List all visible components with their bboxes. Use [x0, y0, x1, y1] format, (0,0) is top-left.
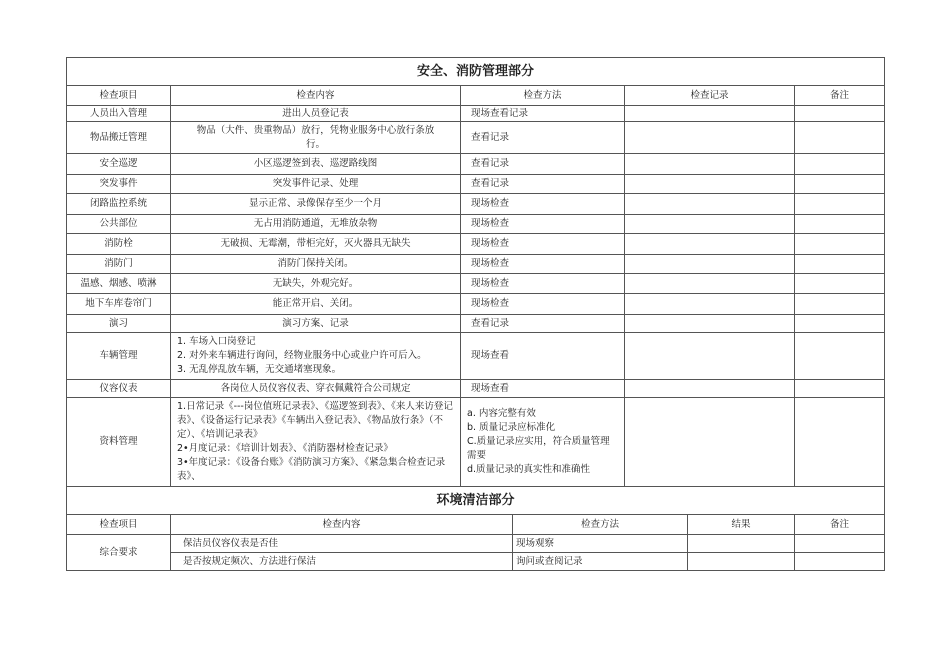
section-title-safety: 安全、消防管理部分 — [67, 58, 885, 86]
row-record — [625, 333, 795, 380]
row-content: 小区巡逻签到表、巡逻路线图 — [171, 154, 461, 175]
table-row — [67, 122, 885, 154]
row-content: 各岗位人员仪容仪表、穿衣佩戴符合公司规定 — [171, 380, 461, 398]
row-method: 询问或查阅记录 — [513, 553, 688, 571]
row-content: 是否按规定频次、方法进行保洁 — [171, 553, 513, 571]
table-row — [67, 553, 885, 571]
col-header-record: 检查记录 — [625, 86, 795, 106]
row-method: 现场检查 — [461, 294, 625, 315]
table-row — [67, 234, 885, 255]
safety-fire-table — [66, 57, 885, 487]
row-record — [625, 154, 795, 175]
row-remark — [795, 535, 885, 553]
row-item: 消防门 — [67, 255, 171, 274]
section-title-environment: 环境清洁部分 — [67, 487, 885, 515]
row-method: 现场检查 — [461, 215, 625, 234]
row-content: 演习方案、记录 — [171, 315, 461, 333]
row-content: 1.日常记录《---岗位值班记录表》、《巡逻签到表》、《来人来访登记表》、《设备运行记录表》《车辆出入登记表》、《物品放行条》（不定）、《培训记录表》 2•月度记录：《培训计划表》、《消防器材检查记录》 3•年度记录：《设备台账》《消防演习方案》、《紧急集合检查记录表》、 — [171, 398, 461, 487]
row-method: 现场查看 — [461, 380, 625, 398]
row-method: 现场查看记录 — [461, 106, 625, 122]
row-content: 进出人员登记表 — [171, 106, 461, 122]
row-remark — [795, 294, 885, 315]
row-method: 现场检查 — [461, 274, 625, 294]
row-content: 物品（大件、贵重物品）放行，凭物业服务中心放行条放 行。 — [171, 122, 461, 154]
table-row — [67, 294, 885, 315]
row-remark — [795, 215, 885, 234]
row-remark — [795, 194, 885, 215]
col-header-method: 检查方法 — [461, 86, 625, 106]
row-content: 1. 车场入口岗登记 2. 对外来车辆进行询问，经物业服务中心或业户许可后入。 3. 无乱停乱放车辆，无交通堵塞现象。 — [171, 333, 461, 380]
table-row — [67, 315, 885, 333]
col-header-method: 检查方法 — [513, 515, 688, 535]
row-item: 综合要求 — [67, 535, 171, 571]
row-remark — [795, 234, 885, 255]
row-record — [625, 215, 795, 234]
row-record — [625, 234, 795, 255]
row-record — [625, 122, 795, 154]
col-header-content: 检查内容 — [171, 515, 513, 535]
col-header-item: 检查项目 — [67, 86, 171, 106]
table-row — [67, 333, 885, 380]
row-method: 现场查看 — [461, 333, 625, 380]
table-row — [67, 274, 885, 294]
table-header-row — [67, 86, 885, 106]
row-record — [625, 175, 795, 194]
row-method: 查看记录 — [461, 154, 625, 175]
row-remark — [795, 122, 885, 154]
row-method: 现场检查 — [461, 194, 625, 215]
row-item: 公共部位 — [67, 215, 171, 234]
row-item: 闭路监控系统 — [67, 194, 171, 215]
row-item: 消防栓 — [67, 234, 171, 255]
col-header-result: 结果 — [688, 515, 795, 535]
row-content: 无缺失，外观完好。 — [171, 274, 461, 294]
row-item: 仪容仪表 — [67, 380, 171, 398]
row-remark — [795, 315, 885, 333]
table-row — [67, 398, 885, 487]
row-item: 物品搬迁管理 — [67, 122, 171, 154]
table-row — [67, 380, 885, 398]
col-header-content: 检查内容 — [171, 86, 461, 106]
table-row — [67, 215, 885, 234]
row-method: 现场检查 — [461, 234, 625, 255]
row-method: 查看记录 — [461, 315, 625, 333]
row-content: 无占用消防通道，无堆放杂物 — [171, 215, 461, 234]
row-item: 温感、烟感、喷淋 — [67, 274, 171, 294]
row-record — [625, 294, 795, 315]
row-method: 现场检查 — [461, 255, 625, 274]
row-record — [625, 274, 795, 294]
table-header-row — [67, 515, 885, 535]
row-remark — [795, 398, 885, 487]
col-header-item: 检查项目 — [67, 515, 171, 535]
row-content: 无破损、无霉潮，带柜完好，灭火器具无缺失 — [171, 234, 461, 255]
col-header-remark: 备注 — [795, 515, 885, 535]
row-record — [625, 380, 795, 398]
table-row — [67, 154, 885, 175]
row-result — [688, 553, 795, 571]
row-remark — [795, 333, 885, 380]
row-item: 安全巡逻 — [67, 154, 171, 175]
row-item: 地下车库卷帘门 — [67, 294, 171, 315]
row-remark — [795, 154, 885, 175]
row-record — [625, 398, 795, 487]
row-method: a. 内容完整有效 b. 质量记录应标准化 C.质量记录应实用，符合质量管理需要 d.质量记录的真实性和准确性 — [461, 398, 625, 487]
row-item: 车辆管理 — [67, 333, 171, 380]
row-content: 保洁员仪容仪表是否佳 — [171, 535, 513, 553]
row-record — [625, 255, 795, 274]
row-record — [625, 315, 795, 333]
row-item: 人员出入管理 — [67, 106, 171, 122]
row-item: 突发事件 — [67, 175, 171, 194]
row-remark — [795, 255, 885, 274]
row-item: 演习 — [67, 315, 171, 333]
table-row — [67, 175, 885, 194]
row-content: 突发事件记录、处理 — [171, 175, 461, 194]
row-remark — [795, 274, 885, 294]
row-content: 显示正常、录像保存至少一个月 — [171, 194, 461, 215]
row-method: 现场观察 — [513, 535, 688, 553]
row-method: 查看记录 — [461, 175, 625, 194]
row-method: 查看记录 — [461, 122, 625, 154]
row-remark — [795, 380, 885, 398]
environment-cleaning-table — [66, 486, 885, 571]
row-remark — [795, 553, 885, 571]
row-content: 消防门保持关闭。 — [171, 255, 461, 274]
row-record — [625, 194, 795, 215]
col-header-remark: 备注 — [795, 86, 885, 106]
row-record — [625, 106, 795, 122]
row-result — [688, 535, 795, 553]
inspection-sheet — [66, 57, 884, 571]
row-remark — [795, 106, 885, 122]
table-row — [67, 106, 885, 122]
table-row — [67, 255, 885, 274]
row-content: 能正常开启、关闭。 — [171, 294, 461, 315]
row-item: 资料管理 — [67, 398, 171, 487]
table-row — [67, 194, 885, 215]
table-row — [67, 535, 885, 553]
row-remark — [795, 175, 885, 194]
